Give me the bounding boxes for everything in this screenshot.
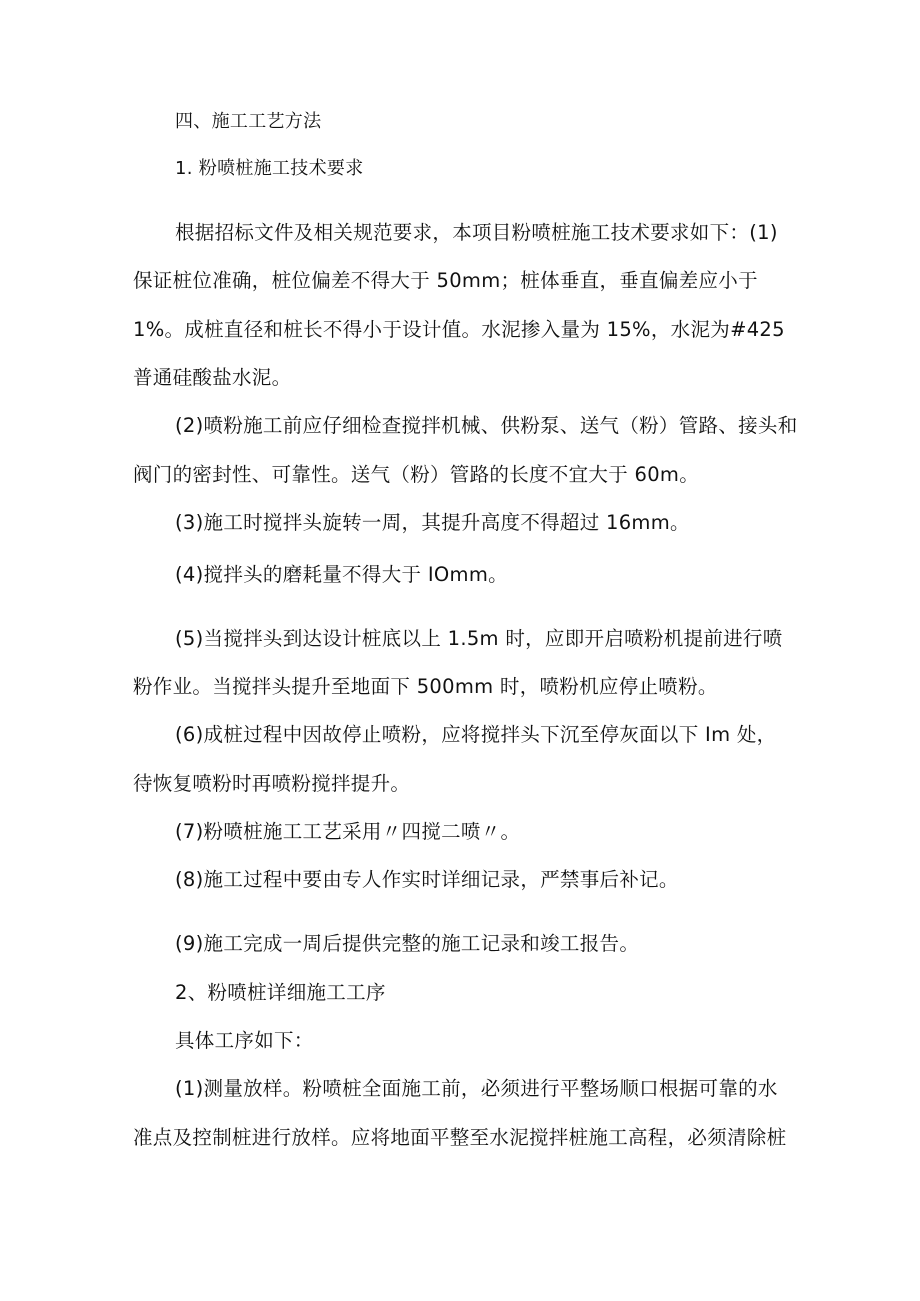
paragraph-line: 根据招标文件及相关规范要求，本项目粉喷桩施工技术要求如下：(1) (175, 221, 778, 244)
subsection-heading: 1. 粉喷桩施工技术要求 (175, 158, 364, 179)
paragraph-line: 粉作业。当搅拌头提升至地面下 500mm 时，喷粉机应停止喷粉。 (133, 675, 718, 698)
paragraph-line: 普通硅酸盐水泥。 (133, 366, 292, 389)
paragraph-line: 待恢复喷粉时再喷粉搅拌提升。 (133, 772, 411, 795)
paragraph-line: 保证桩位准确，桩位偏差不得大于 50mm；桩体垂直，垂直偏差应小于 (133, 269, 758, 292)
paragraph-line: 阀门的密封性、可靠性。送气（粉）管路的长度不宜大于 60m。 (133, 463, 700, 486)
paragraph-line: (8)施工过程中要由专人作实时详细记录，严禁事后补记。 (175, 868, 679, 891)
paragraph-line: (1)测量放样。粉喷桩全面施工前，必须进行平整场顺口根据可靠的水 (175, 1077, 778, 1100)
paragraph-line: (3)施工时搅拌头旋转一周，其提升高度不得超过 16mm。 (175, 511, 690, 534)
paragraph-line: (2)喷粉施工前应仔细检查搅拌机械、供粉泵、送气（粉）管路、接头和 (175, 414, 798, 437)
paragraph-line: 1%。成桩直径和桩长不得小于设计值。水泥掺入量为 15%，水泥为#425 (133, 318, 785, 341)
paragraph-line: (4)搅拌头的磨耗量不得大于 IOmm。 (175, 563, 508, 586)
paragraph-line: (9)施工完成一周后提供完整的施工记录和竣工报告。 (175, 932, 640, 955)
section-heading: 四、施工工艺方法 (175, 111, 322, 132)
paragraph-line: 具体工序如下： (175, 1029, 314, 1052)
subsection-heading: 2、粉喷桩详细施工工序 (175, 981, 386, 1004)
paragraph-line: (6)成桩过程中因故停止喷粉，应将搅拌头下沉至停灰面以下 Im 处， (175, 723, 777, 746)
paragraph-line: 准点及控制桩进行放样。应将地面平整至水泥搅拌桩施工高程，必须清除桩 (133, 1126, 787, 1149)
paragraph-line: (5)当搅拌头到达设计桩底以上 1.5m 时，应即开启喷粉机提前进行喷 (175, 627, 783, 650)
paragraph-line: (7)粉喷桩施工工艺采用〃四搅二喷〃。 (175, 820, 521, 843)
